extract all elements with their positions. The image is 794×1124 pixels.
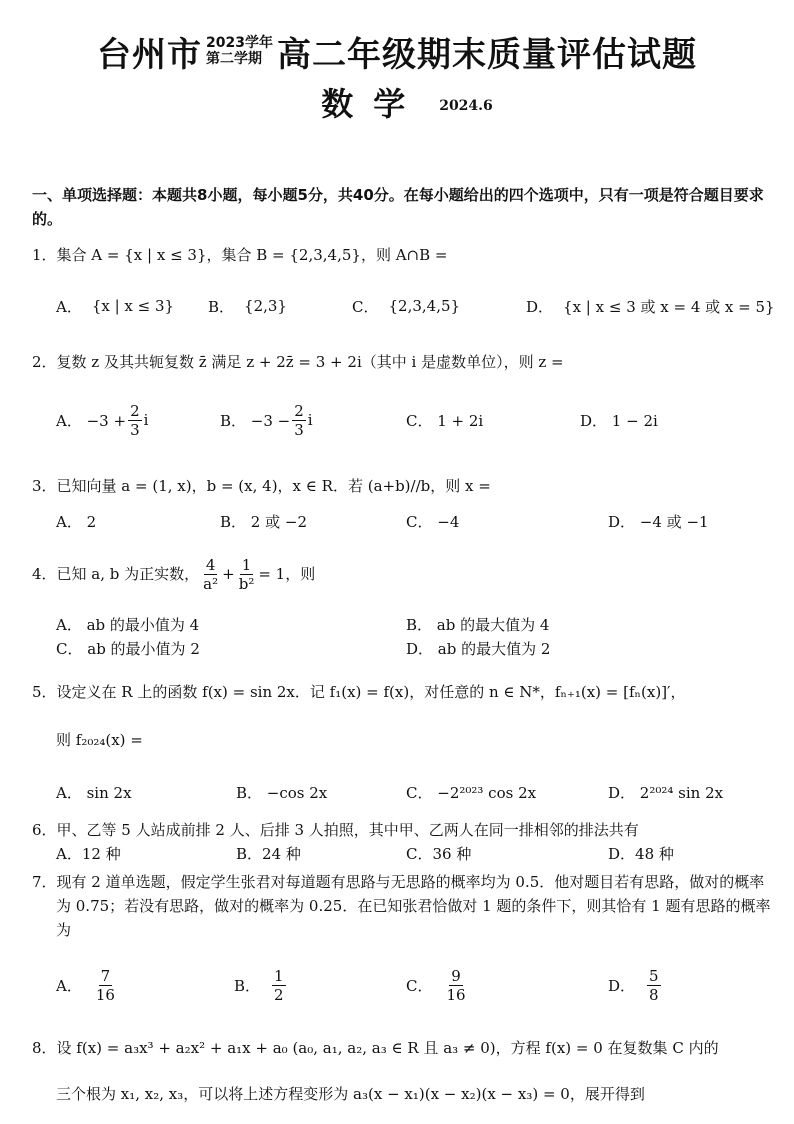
q4-fraction-1: $\frac{4}{\text{a²}}$ xyxy=(203,555,219,593)
q2-option-c[interactable]: C． 1 + 2i xyxy=(406,411,484,430)
q2-option-b[interactable]: B． −3 − $\frac{2}{3}$ i xyxy=(220,401,313,439)
exam-title: 高二年级期末质量评估试题 xyxy=(276,34,697,75)
q1-option-a[interactable]: A． {x | x ≤ 3} xyxy=(56,297,175,316)
question-5 xyxy=(32,680,772,704)
q6-option-c[interactable]: C．36 种 xyxy=(406,845,472,863)
question-6-stem: 6．甲、乙等 5 人站成前排 2 人、后排 3 人拍照，其中甲、乙两人在同一排相邻的排法共有 xyxy=(32,821,639,839)
question-7 xyxy=(32,870,772,942)
question-5-line2 xyxy=(32,728,772,752)
q6-option-a[interactable]: A．12 种 xyxy=(56,845,121,863)
q3-option-d[interactable]: D． −4 或 −1 xyxy=(608,513,709,531)
question-5-stem-2: 则 f₂₀₂₄(x) = xyxy=(56,731,143,749)
question-2-stem: 2．复数 z 及其共轭复数 z̄ 满足 z + 2z̄ = 3 + 2i（其中 i 是虚数单位），则 z = xyxy=(32,353,564,371)
subject-row xyxy=(0,80,794,124)
q5-option-d[interactable]: D． 2²⁰²⁴ sin 2x xyxy=(608,784,724,802)
question-4-stem-post: = 1，则 xyxy=(258,565,316,583)
exam-title-row xyxy=(0,26,794,76)
question-1 xyxy=(32,243,772,267)
question-3-options xyxy=(56,511,756,535)
question-1-options xyxy=(56,286,775,326)
q1-option-c[interactable]: C． {2,3,4,5} xyxy=(352,297,461,316)
question-4-options-row2 xyxy=(56,638,756,662)
question-2 xyxy=(32,350,772,374)
question-7-stem: 7．现有 2 道单选题，假定学生张君对每道题有思路与无思路的概率均为 0.5．他对题目若有思路，做对的概率为 0.75；若没有思路，做对的概率为 0.25．在已知张君恰做对 1 题的条件下，则其恰有 1 题有思路的概率为 xyxy=(32,873,771,939)
question-8-stem-2: 三个根为 x₁, x₂, x₃，可以将上述方程变形为 a₃(x − x₁)(x − x₂)(x − x₃) = 0，展开得到 xyxy=(56,1085,645,1103)
q3-option-b[interactable]: B． 2 或 −2 xyxy=(220,513,307,531)
school-year: 2023学年 xyxy=(206,35,273,51)
question-4-stem-pre: 4．已知 a, b 为正实数， xyxy=(32,565,200,583)
question-7-options xyxy=(56,962,756,1008)
exam-date: 2024.6 xyxy=(439,98,493,114)
q2-option-a[interactable]: A． −3 + $\frac{2}{3}$ i xyxy=(56,401,149,439)
question-3-stem: 3．已知向量 a = (1, x)，b = (x, 4)，x ∈ R．若 (a+b)//b，则 x = xyxy=(32,477,491,495)
q4-option-b[interactable]: B． ab 的最大值为 4 xyxy=(406,616,550,634)
question-6-options xyxy=(56,843,756,867)
city-name: 台州市 xyxy=(97,34,203,75)
semester: 第二学期 xyxy=(206,51,263,67)
question-8-stem: 8．设 f(x) = a₃x³ + a₂x² + a₁x + a₀ (a₀, a₁, a₂, a₃ ∈ R 且 a₃ ≠ 0)，方程 f(x) = 0 在复数集 C 内的 xyxy=(32,1039,719,1057)
section-instructions: 一、单项选择题：本题共8小题，每小题5分，共40分。在每小题给出的四个选项中，只有一项是符合题目要求的。 xyxy=(32,186,764,228)
term-stack xyxy=(206,35,273,67)
question-5-stem: 5．设定义在 R 上的函数 f(x) = sin 2x．记 f₁(x) = f(x)，对任意的 n ∈ N*，fₙ₊₁(x) = [fₙ(x)]′， xyxy=(32,683,686,701)
question-1-stem: 1．集合 A = {x | x ≤ 3}，集合 B = {2,3,4,5}，则 A∩B = xyxy=(32,246,448,264)
q2-b-fraction: $\frac{2}{3}$ xyxy=(294,401,304,439)
q1-option-b[interactable]: B． {2,3} xyxy=(208,297,287,316)
q3-option-a[interactable]: A． 2 xyxy=(56,513,97,531)
q3-option-c[interactable]: C． −4 xyxy=(406,513,460,531)
subject-name: 数学 xyxy=(321,85,426,123)
q2-option-d[interactable]: D． 1 − 2i xyxy=(580,411,658,430)
question-3 xyxy=(32,474,772,498)
q6-option-d[interactable]: D．48 种 xyxy=(608,845,674,863)
q4-option-d[interactable]: D． ab 的最大值为 2 xyxy=(406,640,551,658)
q7-option-c[interactable]: C． $\frac{9}{16}$ xyxy=(406,966,466,1004)
question-5-options xyxy=(56,782,756,806)
q7-option-a[interactable]: A． $\frac{7}{16}$ xyxy=(56,966,115,1004)
q4-option-c[interactable]: C． ab 的最小值为 2 xyxy=(56,640,200,658)
q5-option-a[interactable]: A． sin 2x xyxy=(56,784,132,802)
q5-option-b[interactable]: B． −cos 2x xyxy=(236,784,328,802)
q1-option-d[interactable]: D． {x | x ≤ 3 或 x = 4 或 x = 5} xyxy=(526,297,775,316)
q4-option-a[interactable]: A． ab 的最小值为 4 xyxy=(56,616,200,634)
q2-a-fraction: $\frac{2}{3}$ xyxy=(130,401,140,439)
question-4: 4．已知 a, b 为正实数， $\frac{4}{\text{a²}}$ + $\frac{1}{\text{b²}}$ = 1，则 xyxy=(32,555,316,593)
question-4-options-row1 xyxy=(56,614,756,638)
question-6 xyxy=(32,818,772,842)
q7-option-d[interactable]: D． $\frac{5}{8}$ xyxy=(608,966,659,1004)
question-8-line2 xyxy=(32,1082,772,1106)
question-8 xyxy=(32,1036,772,1060)
q5-option-c[interactable]: C． −2²⁰²³ cos 2x xyxy=(406,784,537,802)
question-2-options xyxy=(56,400,756,440)
q4-fraction-2: $\frac{1}{\text{b²}}$ xyxy=(238,555,255,593)
q7-option-b[interactable]: B． $\frac{1}{2}$ xyxy=(234,966,284,1004)
q6-option-b[interactable]: B．24 种 xyxy=(236,845,301,863)
